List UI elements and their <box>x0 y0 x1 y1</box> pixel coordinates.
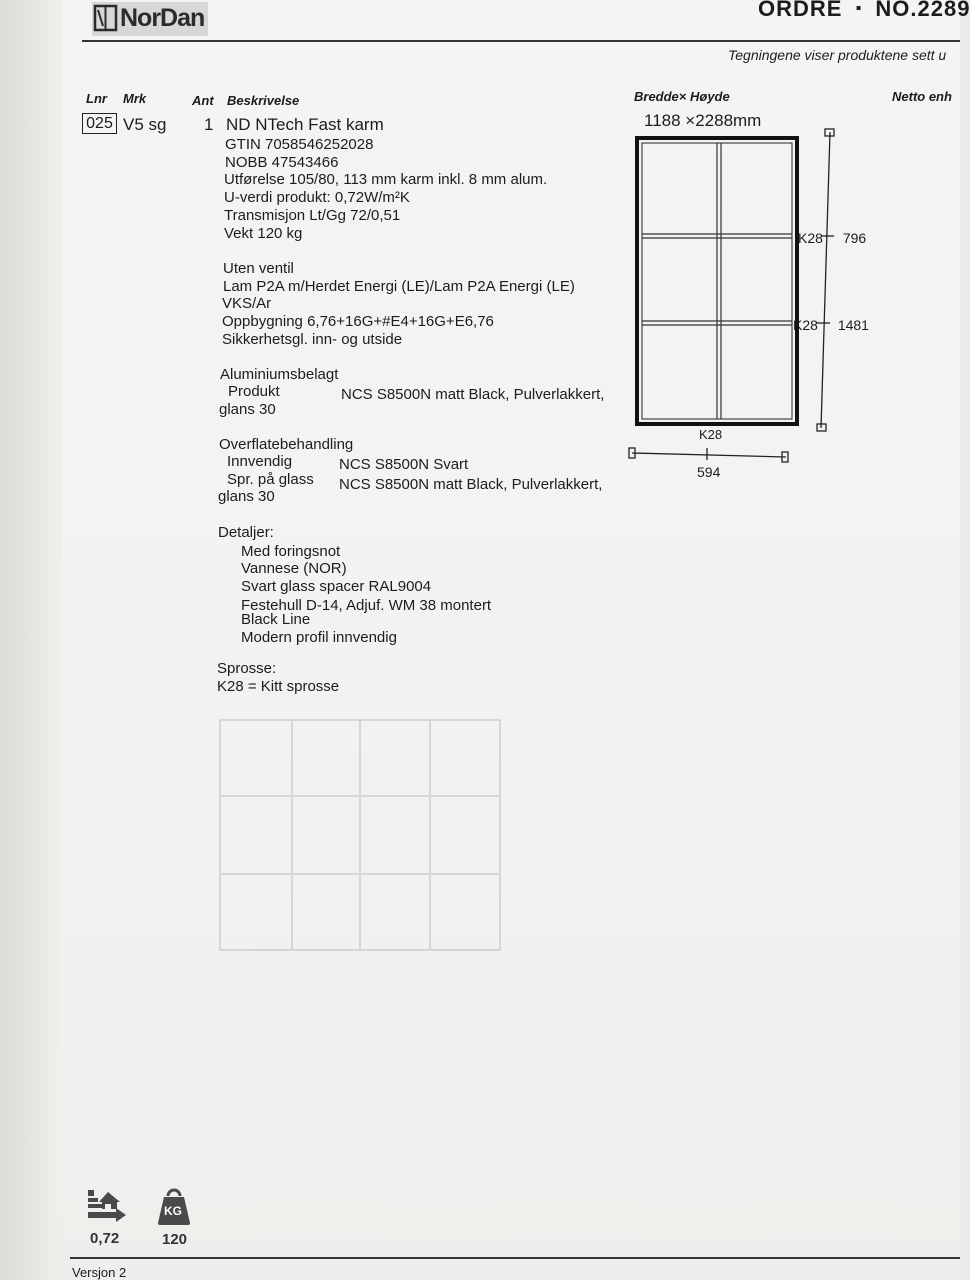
footer-rule <box>70 1257 960 1259</box>
detalj-item: Med foringsnot <box>241 543 341 560</box>
drawing-size: 1188 ×2288mm <box>644 111 762 130</box>
item-gtin: GTIN 7058546252028 <box>225 136 374 153</box>
detaljer-heading: Detaljer: <box>218 524 274 541</box>
produkt-label: Produkt <box>228 383 280 400</box>
muntin-label-lower <box>793 317 869 333</box>
energy-house-icon <box>86 1188 128 1224</box>
detalj-item: Vannese (NOR) <box>241 560 347 577</box>
col-netto: Netto enh <box>892 89 952 104</box>
page-edge <box>0 0 62 1280</box>
produkt-cont: glans 30 <box>219 401 276 418</box>
col-mrk: Mrk <box>123 91 147 106</box>
item-transmisjon: Transmisjon Lt/Gg 72/0,51 <box>224 207 401 224</box>
u-value-footer: 0,72 <box>90 1230 120 1247</box>
item-utforelse: Utførelse 105/80, 113 mm karm inkl. 8 mm alum. <box>224 171 548 188</box>
width-dimension-line <box>629 448 788 462</box>
item-nobb: NOBB 47543466 <box>225 154 339 171</box>
spr-label: Spr. på glass <box>227 471 314 488</box>
produkt-value: NCS S8500N matt Black, Pulverlakkert, <box>341 386 605 403</box>
version-label: Versjon 2 <box>72 1265 127 1280</box>
spr-value: NCS S8500N matt Black, Pulverlakkert, <box>339 476 603 493</box>
col-ant: Ant <box>192 93 214 108</box>
item-oppbygning: Oppbygning 6,76+16G+#E4+16G+E6,76 <box>222 313 494 330</box>
weight-value-footer: 120 <box>162 1231 188 1248</box>
item-mark: V5 sg <box>123 115 167 134</box>
col-dimensions: Bredde× Høyde <box>634 89 730 104</box>
height-dimension-line <box>817 129 834 431</box>
sprosse-heading: Sprosse: <box>217 660 277 677</box>
detalj-item: Modern profil innvendig <box>241 629 397 646</box>
nordan-window-icon <box>94 4 118 32</box>
order-number: NO.2289 <box>875 0 970 21</box>
weight-icon-text: KG <box>164 1204 182 1218</box>
item-vekt: Vekt 120 kg <box>224 225 303 242</box>
alu-heading: Aluminiumsbelagt <box>220 366 339 383</box>
line-number: 025 <box>82 113 117 134</box>
innvendig-label: Innvendig <box>227 453 293 470</box>
muntin-width-value: 594 <box>697 464 721 480</box>
muntin-code: K28 <box>793 317 818 333</box>
detalj-item: Svart glass spacer RAL9004 <box>241 578 432 595</box>
muntin-label-upper <box>798 230 866 246</box>
order-title <box>758 0 970 22</box>
header-rule <box>82 40 960 42</box>
item-sikkerhet: Sikkerhetsgl. inn- og utside <box>222 331 403 348</box>
spr-cont: glans 30 <box>218 488 275 505</box>
item-ventil: Uten ventil <box>223 260 294 277</box>
drawing-note: Tegningene viser produktene sett u <box>728 47 947 63</box>
item-name: ND NTech Fast karm <box>226 115 384 134</box>
innvendig-value: NCS S8500N Svart <box>339 456 469 473</box>
order-label: ORDRE <box>758 0 843 21</box>
col-lnr: Lnr <box>86 91 107 106</box>
item-u-verdi: U-verdi produkt: 0,72W/m²K <box>224 189 410 206</box>
muntin-height-value: 796 <box>842 230 867 246</box>
logo-text: NorDan <box>120 4 205 32</box>
item-vks: VKS/Ar <box>222 295 272 312</box>
muntin-code-bottom: K28 <box>699 427 723 442</box>
order-separator: ▪ <box>855 0 863 17</box>
overflate-heading: Overflatebehandling <box>219 436 354 453</box>
window-elevation-drawing <box>620 126 860 476</box>
item-quantity: 1 <box>204 115 214 134</box>
show-through-ghost-grid <box>216 716 506 956</box>
muntin-height-value: 1481 <box>837 317 869 333</box>
detalj-item: Black Line <box>241 611 311 628</box>
sprosse-value: K28 = Kitt sprosse <box>217 678 340 695</box>
item-lam: Lam P2A m/Herdet Energi (LE)/Lam P2A Energi (LE) <box>223 278 575 295</box>
muntin-code: K28 <box>798 230 823 246</box>
detalj-item: Festehull D-14, Adjuf. WM 38 montert <box>241 597 492 614</box>
col-beskrivelse: Beskrivelse <box>227 93 300 108</box>
window-muntins <box>642 143 792 419</box>
